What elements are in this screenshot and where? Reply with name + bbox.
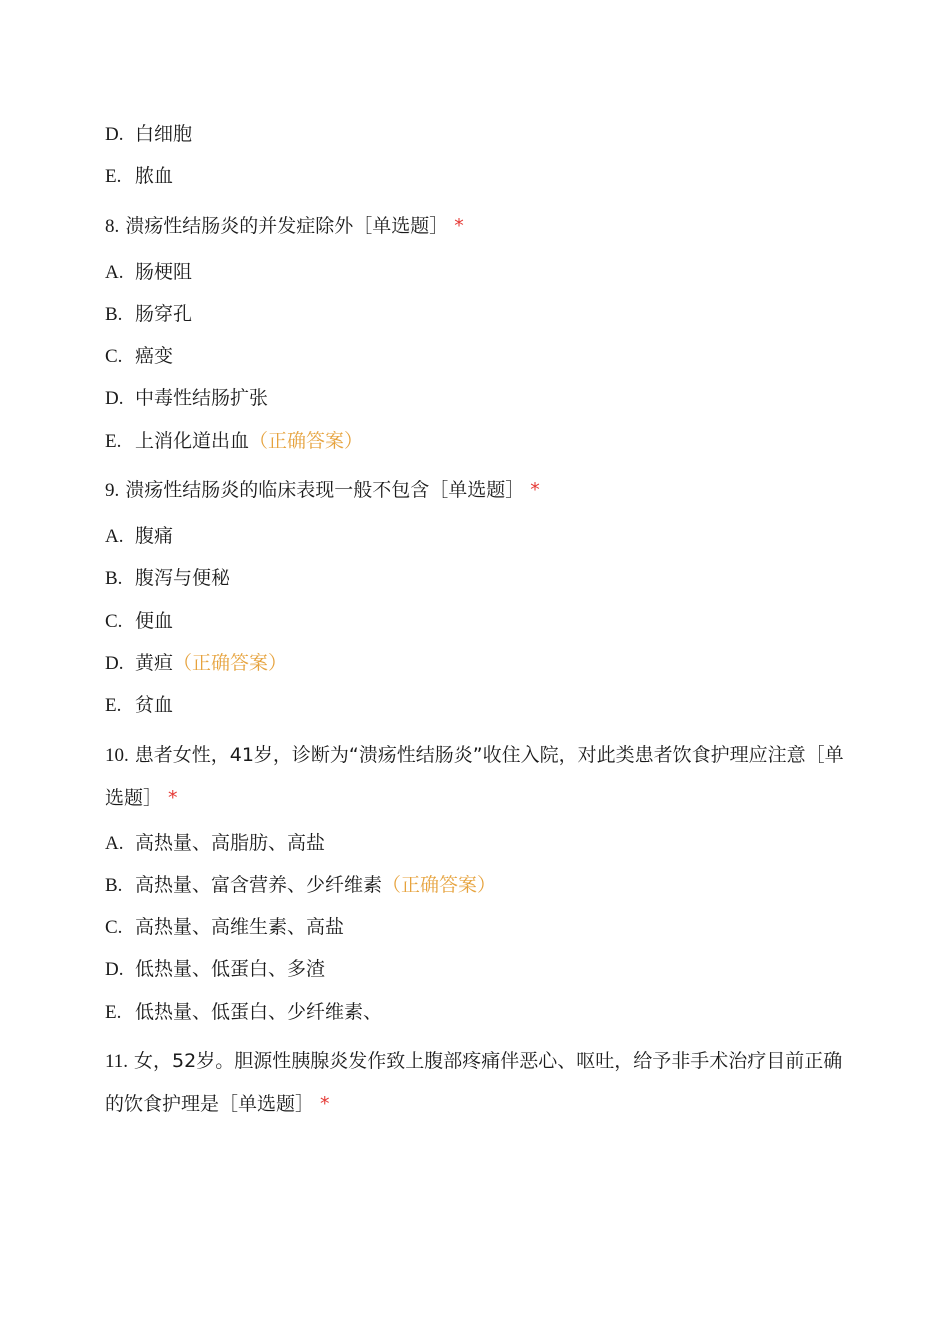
q8-option-c[interactable] <box>105 342 845 370</box>
option-letter: D. <box>105 959 124 981</box>
q8-option-e[interactable] <box>105 427 845 455</box>
option-text: 便血 <box>135 609 174 632</box>
option-text: 腹痛 <box>135 525 174 548</box>
option-letter: B. <box>105 303 123 325</box>
option-text: 低热量、低蛋白、少纤维素、 <box>135 1000 383 1023</box>
question-10-title <box>105 734 845 819</box>
q9-option-e[interactable] <box>105 691 845 719</box>
option-letter: C. <box>105 917 123 939</box>
option-letter: A. <box>105 261 124 283</box>
q9-option-d[interactable] <box>105 649 845 677</box>
option-text: 癌变 <box>135 345 174 368</box>
option-text: 黄疸 <box>135 651 174 674</box>
question-8-title <box>105 205 845 248</box>
option-letter: E. <box>105 430 122 452</box>
option-letter: D. <box>105 124 124 145</box>
option-text: 高热量、高脂肪、高盐 <box>135 831 326 854</box>
required-asterisk: * <box>168 786 178 809</box>
correct-answer-mark: （正确答案） <box>249 429 364 452</box>
q10-option-d[interactable] <box>105 955 845 983</box>
q10-option-c[interactable] <box>105 913 845 941</box>
question-number: 9. <box>105 480 120 502</box>
question-number: 11. <box>105 1051 129 1073</box>
q8-option-d[interactable] <box>105 384 845 412</box>
question-text: 女，52岁。胆源性胰腺炎发作致上腹部疼痛伴恶心、呕吐，给予非手术治疗目前正确的饮食护理是［单选题］ <box>105 1050 843 1116</box>
option-letter: D. <box>105 388 124 410</box>
question-text: 溃疡性结肠炎的临床表现一般不包含［单选题］ <box>125 479 525 502</box>
question-page <box>105 120 845 1135</box>
q9-option-c[interactable] <box>105 607 845 635</box>
option-letter: C. <box>105 346 123 368</box>
question-number: 10. <box>105 744 129 766</box>
question-number: 8. <box>105 215 120 237</box>
option-letter: E. <box>105 695 122 717</box>
option-text: 中毒性结肠扩张 <box>135 387 269 410</box>
option-letter: A. <box>105 832 124 854</box>
option-letter: E. <box>105 166 122 188</box>
option-text: 上消化道出血 <box>135 429 250 452</box>
question-text: 溃疡性结肠炎的并发症除外［单选题］ <box>125 214 449 237</box>
q10-option-e[interactable] <box>105 998 845 1026</box>
option-text: 贫血 <box>135 694 174 717</box>
q10-option-a[interactable] <box>105 829 845 857</box>
option-d[interactable] <box>105 120 845 148</box>
option-text: 高热量、高维生素、高盐 <box>135 916 345 939</box>
option-letter: B. <box>105 874 123 896</box>
required-asterisk: * <box>320 1093 330 1116</box>
option-text: 肠穿孔 <box>135 302 193 325</box>
q10-option-b[interactable] <box>105 871 845 899</box>
option-text: 低热量、低蛋白、多渣 <box>135 958 326 981</box>
option-letter: E. <box>105 1001 122 1023</box>
option-text: 白细胞 <box>135 123 193 145</box>
option-text: 脓血 <box>135 165 174 188</box>
question-11-title <box>105 1040 845 1125</box>
option-e[interactable] <box>105 162 845 190</box>
required-asterisk: * <box>530 479 540 502</box>
option-letter: A. <box>105 526 124 548</box>
option-letter: B. <box>105 568 123 590</box>
correct-answer-mark: （正确答案） <box>173 651 288 674</box>
option-text: 肠梗阻 <box>135 260 193 283</box>
required-asterisk: * <box>454 214 464 237</box>
correct-answer-mark: （正确答案） <box>382 873 497 896</box>
question-9-title <box>105 469 845 512</box>
q9-option-a[interactable] <box>105 522 845 550</box>
option-text: 腹泻与便秘 <box>135 567 231 590</box>
q9-option-b[interactable] <box>105 564 845 592</box>
q8-option-b[interactable] <box>105 300 845 328</box>
option-letter: D. <box>105 652 124 674</box>
option-letter: C. <box>105 610 123 632</box>
question-text: 患者女性，41岁，诊断为“溃疡性结肠炎”收住入院，对此类患者饮食护理应注意［单选题］ <box>105 743 844 809</box>
option-text: 高热量、富含营养、少纤维素 <box>135 873 383 896</box>
q8-option-a[interactable] <box>105 258 845 286</box>
